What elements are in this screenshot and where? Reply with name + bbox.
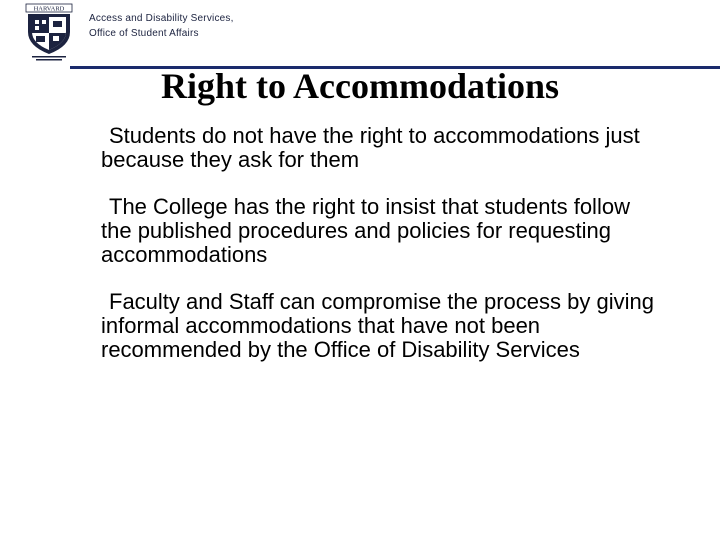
bullet-item <box>101 124 661 172</box>
office-name-line2: Office of Student Affairs <box>89 28 199 39</box>
logo-top-text: HARVARD <box>33 5 65 13</box>
office-name-line1: Access and Disability Services, <box>89 13 234 24</box>
bullet-item <box>101 290 661 362</box>
bullet-list <box>101 124 661 385</box>
slide-header <box>0 0 720 66</box>
slide-title <box>0 64 720 108</box>
slide-title-text: Right to Accommodations <box>161 66 559 106</box>
bullet-text: The College has the right to insist that students follow the published procedures and policies for requesting accommodations <box>101 194 630 267</box>
bullet-text: Students do not have the right to accommodations just because they ask for them <box>101 123 640 172</box>
harvard-shield-icon <box>24 2 74 62</box>
office-name <box>89 11 234 41</box>
bullet-item <box>101 195 661 267</box>
bullet-text: Faculty and Staff can compromise the process by giving informal accommodations that have not been recommended by the Office of Disability Services <box>101 289 654 362</box>
